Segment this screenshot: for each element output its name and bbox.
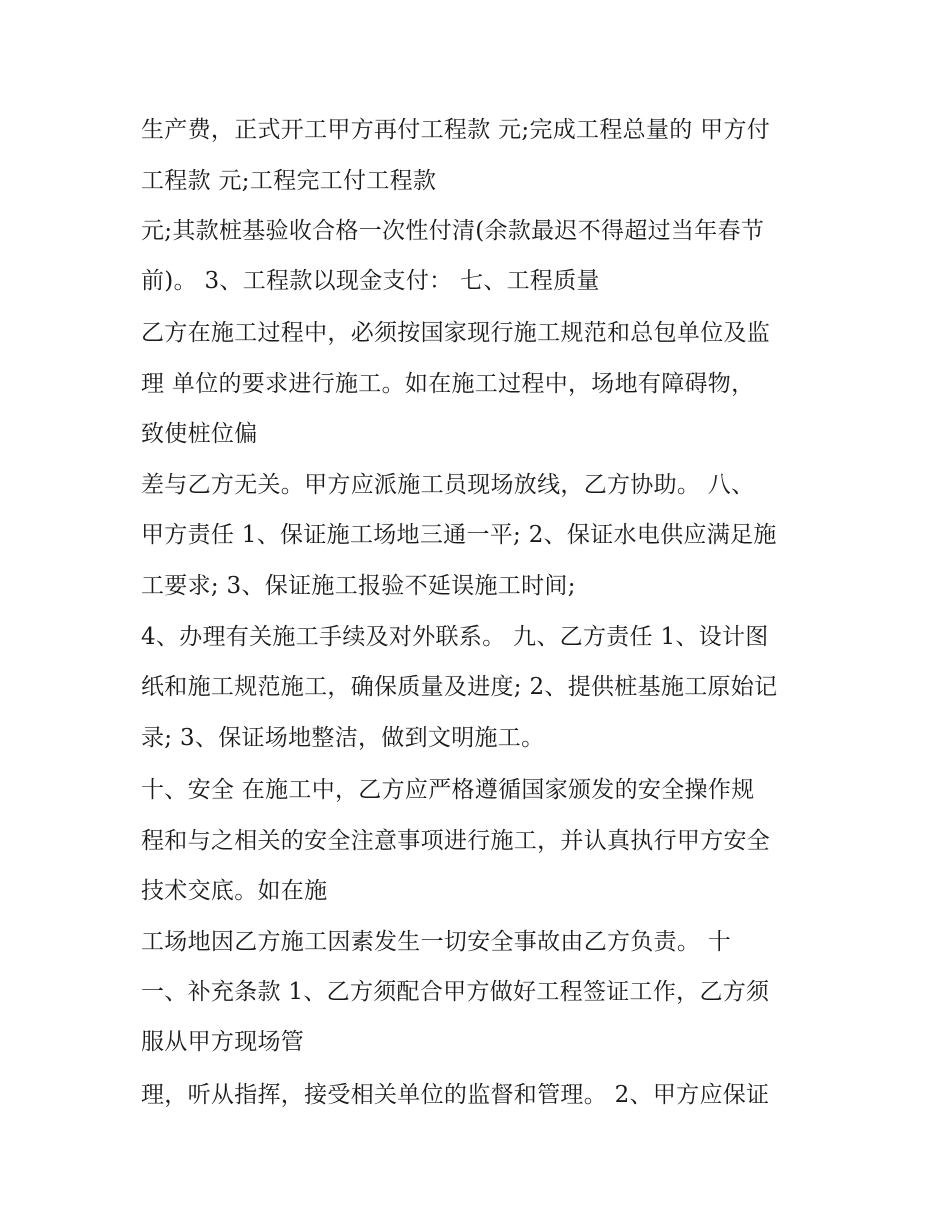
text-line: 差与乙方无关。甲方应派施工员现场放线，乙方协助。 八、 — [141, 472, 755, 498]
text-line: 服从甲方现场管 — [141, 1029, 305, 1055]
text-line: 元;其款桩基验收合格一次性付清(余款最迟不得超过当年春节 — [141, 218, 765, 244]
text-line: 前)。 3、工程款以现金支付： 七、工程质量 — [141, 268, 600, 294]
text-line: 4、办理有关施工手续及对外联系。 九、乙方责任 1、设计图 — [141, 624, 769, 650]
text-line: 技术交底。如在施 — [141, 878, 328, 904]
text-line: 十、安全 在施工中，乙方应严格遵循国家颁发的安全操作规 — [141, 777, 755, 803]
text-line: 致使桩位偏 — [141, 421, 258, 447]
text-line: 一、补充条款 1、乙方须配合甲方做好工程签证工作，乙方须 — [141, 979, 770, 1005]
text-line: 理 单位的要求进行施工。如在施工过程中，场地有障碍物， — [141, 371, 755, 397]
text-line: 程和与之相关的安全注意事项进行施工，并认真执行甲方安全 — [141, 828, 771, 854]
text-line: 工场地因乙方施工因素发生一切安全事故由乙方负责。 十 — [141, 929, 732, 955]
text-line: 工要求; 3、保证施工报验不延误施工时间; — [141, 573, 576, 599]
text-line: 纸和施工规范施工，确保质量及进度; 2、提供桩基施工原始记 — [141, 674, 778, 700]
text-line: 录; 3、保证场地整洁，做到文明施工。 — [141, 725, 545, 751]
text-line: 生产费，正式开工甲方再付工程款 元;完成工程总量的 甲方付 — [141, 117, 771, 143]
text-line: 工程款 元;工程完工付工程款 — [141, 168, 437, 194]
text-line: 理，听从指挥，接受相关单位的监督和管理。 2、甲方应保证 — [141, 1082, 770, 1108]
text-line: 乙方在施工过程中，必须按国家现行施工规范和总包单位及监 — [141, 320, 771, 346]
text-line: 甲方责任 1、保证施工场地三通一平; 2、保证水电供应满足施 — [141, 522, 777, 548]
